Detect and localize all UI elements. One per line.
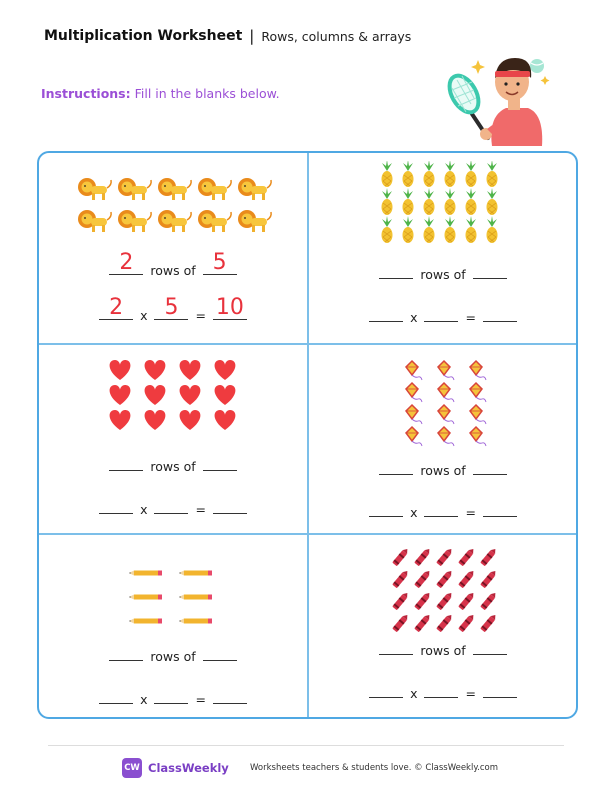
equals-sign: =	[465, 310, 476, 325]
lion-icon	[238, 178, 271, 200]
rows-of-label: rows of	[150, 649, 196, 664]
pencil-icon	[179, 595, 212, 600]
lion-icon	[78, 210, 111, 232]
pineapple-icon	[445, 216, 456, 243]
rows-of-line	[39, 459, 307, 474]
product-blank[interactable]	[213, 693, 247, 704]
product-blank[interactable]	[213, 295, 247, 320]
rows-of-line	[309, 643, 577, 658]
times-sign: x	[140, 692, 148, 707]
crayon-icon	[414, 569, 431, 588]
factor-a-blank[interactable]	[99, 503, 133, 514]
footer-tagline: Worksheets teachers & students love. © ClassWeekly.com	[250, 763, 499, 773]
kite-icon	[406, 383, 422, 402]
rows-of-label: rows of	[150, 263, 196, 278]
heart-icon	[180, 385, 201, 405]
heart-icon	[180, 410, 201, 430]
worksheet-subtitle: Rows, columns & arrays	[261, 28, 412, 44]
lion-icon	[198, 178, 231, 200]
kite-array	[309, 355, 577, 447]
multiplication-line	[39, 295, 307, 323]
heart-icon	[145, 360, 166, 380]
title-separator: |	[249, 27, 255, 45]
multiplication-line	[39, 502, 307, 517]
crayon-icon	[436, 569, 453, 588]
product-blank[interactable]	[213, 503, 247, 514]
equals-sign: =	[195, 308, 206, 323]
heart-icon	[110, 360, 131, 380]
factor-a-blank[interactable]	[369, 687, 403, 698]
crayon-icon	[458, 591, 475, 610]
kite-icon	[470, 361, 486, 380]
equals-sign: =	[465, 505, 476, 520]
tennis-boy-illustration	[440, 46, 550, 146]
pineapple-icon	[487, 188, 498, 215]
worksheet-header	[44, 27, 411, 45]
heart-icon	[110, 385, 131, 405]
product-blank[interactable]	[483, 311, 517, 322]
rows-of-line	[309, 463, 577, 478]
problem-cell	[39, 153, 307, 343]
heart-icon	[180, 360, 201, 380]
pineapple-icon	[466, 216, 477, 243]
heart-icon	[215, 410, 236, 430]
crayon-icon	[458, 613, 475, 632]
crayon-icon	[436, 613, 453, 632]
crayon-array	[309, 547, 577, 637]
rows-blank[interactable]	[109, 650, 143, 661]
pineapple-icon	[445, 161, 456, 187]
crayon-icon	[392, 547, 409, 566]
columns-blank[interactable]	[473, 464, 507, 475]
lion-icon	[158, 178, 191, 200]
lion-array	[39, 175, 307, 239]
problem-grid	[37, 151, 578, 719]
crayon-icon	[414, 613, 431, 632]
crayon-icon	[436, 591, 453, 610]
rows-of-label: rows of	[420, 463, 466, 478]
product-blank[interactable]	[483, 687, 517, 698]
heart-array	[39, 357, 307, 437]
rows-of-line	[309, 267, 577, 282]
pineapple-icon	[424, 216, 435, 243]
problem-cell	[39, 345, 307, 535]
rows-blank[interactable]	[379, 464, 413, 475]
pencil-icon	[179, 619, 212, 624]
heart-icon	[145, 410, 166, 430]
product-blank[interactable]	[483, 506, 517, 517]
times-sign: x	[140, 502, 148, 517]
heart-icon	[215, 385, 236, 405]
problem-cell	[309, 345, 577, 535]
crayon-icon	[414, 547, 431, 566]
factor-b-blank[interactable]	[154, 693, 188, 704]
instructions-text: Fill in the blanks below.	[134, 86, 280, 101]
pineapple-icon	[403, 161, 414, 187]
pencil-icon	[129, 571, 162, 576]
factor-b-blank[interactable]	[424, 506, 458, 517]
factor-b-blank[interactable]	[154, 503, 188, 514]
pineapple-icon	[403, 188, 414, 215]
factor-b-blank[interactable]	[154, 295, 188, 320]
rows-of-label: rows of	[420, 267, 466, 282]
columns-blank[interactable]	[203, 650, 237, 661]
factor-b-blank[interactable]	[424, 311, 458, 322]
equals-sign: =	[465, 686, 476, 701]
kite-icon	[438, 405, 454, 424]
lion-icon	[118, 178, 151, 200]
equals-sign: =	[195, 502, 206, 517]
kite-icon	[470, 405, 486, 424]
lion-icon	[198, 210, 231, 232]
problem-cell	[309, 535, 577, 725]
kite-icon	[438, 427, 454, 446]
rows-of-label: rows of	[420, 643, 466, 658]
instructions-label: Instructions:	[41, 86, 131, 101]
pineapple-icon	[445, 188, 456, 215]
heart-icon	[145, 385, 166, 405]
factor-a-blank[interactable]	[369, 311, 403, 322]
lion-icon	[238, 210, 271, 232]
problem-cell	[309, 153, 577, 343]
answer-factor-b: 5	[164, 295, 179, 320]
times-sign: x	[410, 505, 418, 520]
kite-icon	[406, 405, 422, 424]
crayon-icon	[480, 591, 497, 610]
crayon-icon	[480, 613, 497, 632]
multiplication-line	[39, 692, 307, 707]
times-sign: x	[410, 310, 418, 325]
pineapple-icon	[382, 161, 393, 187]
columns-blank[interactable]	[473, 644, 507, 655]
rows-of-label: rows of	[150, 459, 196, 474]
footer-divider	[48, 745, 564, 746]
pencil-icon	[129, 595, 162, 600]
kite-icon	[470, 383, 486, 402]
pineapple-icon	[466, 188, 477, 215]
pencil-icon	[179, 571, 212, 576]
pineapple-icon	[382, 188, 393, 215]
crayon-icon	[392, 591, 409, 610]
kite-icon	[438, 361, 454, 380]
rows-blank[interactable]	[109, 460, 143, 471]
answer-cols: 5	[212, 250, 227, 275]
crayon-icon	[392, 569, 409, 588]
kite-icon	[438, 383, 454, 402]
factor-a-blank[interactable]	[369, 506, 403, 517]
pineapple-icon	[424, 161, 435, 187]
worksheet-title: Multiplication Worksheet	[44, 28, 243, 44]
crayon-icon	[458, 547, 475, 566]
multiplication-line	[309, 686, 577, 701]
pencil-array	[39, 565, 307, 627]
answer-product: 10	[215, 295, 244, 320]
pineapple-array	[309, 161, 577, 247]
answer-rows: 2	[119, 250, 134, 275]
heart-icon	[215, 360, 236, 380]
rows-blank[interactable]	[379, 644, 413, 655]
answer-factor-a: 2	[109, 295, 124, 320]
lion-icon	[158, 210, 191, 232]
columns-blank[interactable]	[473, 268, 507, 279]
rows-blank[interactable]	[109, 250, 143, 275]
times-sign: x	[410, 686, 418, 701]
kite-icon	[470, 427, 486, 446]
factor-b-blank[interactable]	[424, 687, 458, 698]
problem-cell	[39, 535, 307, 725]
factor-a-blank[interactable]	[99, 295, 133, 320]
lion-icon	[78, 178, 111, 200]
pineapple-icon	[487, 216, 498, 243]
rows-of-line	[39, 250, 307, 278]
kite-icon	[406, 361, 422, 380]
pineapple-icon	[466, 161, 477, 187]
pineapple-icon	[403, 216, 414, 243]
pineapple-icon	[487, 161, 498, 187]
crayon-icon	[480, 547, 497, 566]
crayon-icon	[480, 569, 497, 588]
pineapple-icon	[382, 216, 393, 243]
rows-blank[interactable]	[379, 268, 413, 279]
kite-icon	[406, 427, 422, 446]
lion-icon	[118, 210, 151, 232]
classweekly-logo: CW	[122, 758, 142, 778]
footer-brand: ClassWeekly	[148, 761, 229, 775]
instructions	[41, 86, 280, 101]
crayon-icon	[436, 547, 453, 566]
times-sign: x	[140, 308, 148, 323]
rows-of-line	[39, 649, 307, 664]
pineapple-icon	[424, 188, 435, 215]
columns-blank[interactable]	[203, 460, 237, 471]
equals-sign: =	[195, 692, 206, 707]
columns-blank[interactable]	[203, 250, 237, 275]
factor-a-blank[interactable]	[99, 693, 133, 704]
crayon-icon	[458, 569, 475, 588]
multiplication-line	[309, 505, 577, 520]
crayon-icon	[392, 613, 409, 632]
multiplication-line	[309, 310, 577, 325]
pencil-icon	[129, 619, 162, 624]
heart-icon	[110, 410, 131, 430]
crayon-icon	[414, 591, 431, 610]
